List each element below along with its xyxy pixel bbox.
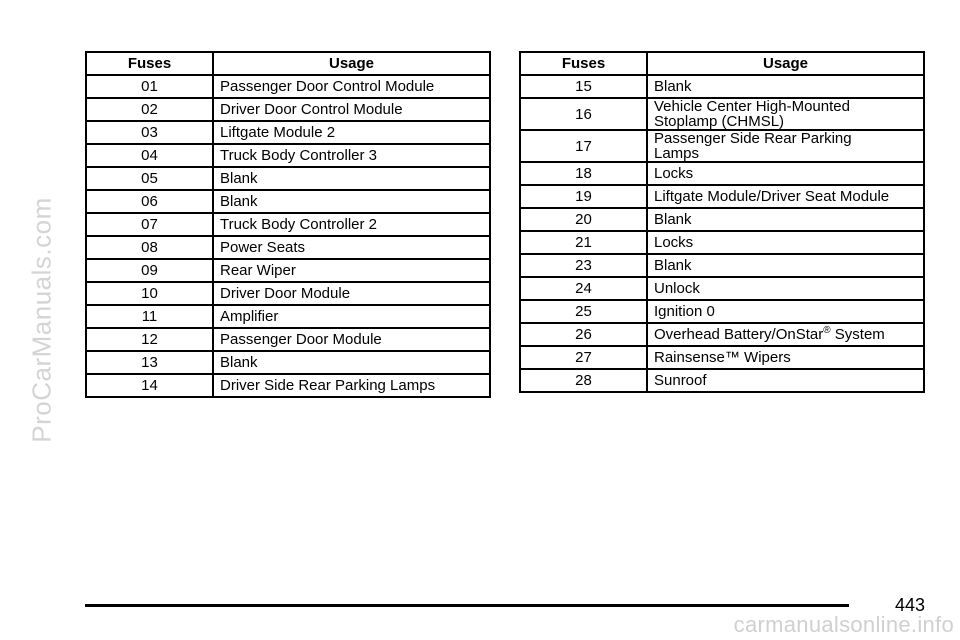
header-usage: Usage: [647, 52, 924, 75]
fuse-usage: Blank: [647, 75, 924, 98]
fuse-usage: Liftgate Module/Driver Seat Module: [647, 185, 924, 208]
table-row: [520, 346, 924, 369]
fuse-number: 04: [86, 144, 213, 167]
fuse-number: 05: [86, 167, 213, 190]
fuse-usage: Driver Door Control Module: [213, 98, 490, 121]
fuse-number: 01: [86, 75, 213, 98]
header-fuses: Fuses: [520, 52, 647, 75]
fuse-usage: Liftgate Module 2: [213, 121, 490, 144]
table-row: [86, 236, 490, 259]
table-row: [86, 190, 490, 213]
fuse-number: 09: [86, 259, 213, 282]
fuse-usage: Truck Body Controller 3: [213, 144, 490, 167]
fuse-number: 06: [86, 190, 213, 213]
fuse-usage-line: Stoplamp (CHMSL): [654, 113, 785, 130]
table-row: [520, 98, 924, 130]
fuse-usage: Truck Body Controller 2: [213, 213, 490, 236]
table-row: [86, 213, 490, 236]
fuse-number: 07: [86, 213, 213, 236]
table-row: [86, 282, 490, 305]
side-watermark: ProCarManuals.com: [26, 197, 57, 443]
table-row: [86, 121, 490, 144]
fuse-number: 21: [520, 231, 647, 254]
header-usage: Usage: [213, 52, 490, 75]
fuse-usage: Passenger Door Module: [213, 328, 490, 351]
table-row: [520, 277, 924, 300]
fuse-number: 24: [520, 277, 647, 300]
fuse-number: 02: [86, 98, 213, 121]
table-row: [520, 75, 924, 98]
fuse-usage-line: Vehicle Center High-Mounted: [654, 98, 850, 115]
table-row: [86, 75, 490, 98]
fuse-usage: Rainsense™ Wipers: [647, 346, 924, 369]
fuse-usage-line: Passenger Side Rear Parking: [654, 130, 852, 147]
fuse-usage: Locks: [647, 231, 924, 254]
table-row: [86, 167, 490, 190]
table-row: [86, 259, 490, 282]
fuse-number: 03: [86, 121, 213, 144]
fuse-number: 13: [86, 351, 213, 374]
fuse-usage: Blank: [213, 351, 490, 374]
table-row: [86, 98, 490, 121]
fuse-usage: Passenger Door Control Module: [213, 75, 490, 98]
fuse-number: 11: [86, 305, 213, 328]
fuse-table-left: [85, 51, 491, 398]
table-row: [86, 374, 490, 397]
fuse-usage: Power Seats: [213, 236, 490, 259]
fuse-number: 23: [520, 254, 647, 277]
fuse-number: 18: [520, 162, 647, 185]
fuse-usage: Blank: [647, 208, 924, 231]
fuse-number: 26: [520, 323, 647, 346]
fuse-number: 17: [520, 130, 647, 162]
table-row: [520, 208, 924, 231]
fuse-number: 20: [520, 208, 647, 231]
table-row: [520, 162, 924, 185]
fuse-number: 08: [86, 236, 213, 259]
table-row: [520, 254, 924, 277]
table-header-row: [86, 52, 490, 75]
fuse-usage: [647, 98, 924, 130]
table-row: [520, 130, 924, 162]
fuse-usage: Blank: [213, 190, 490, 213]
fuse-number: 25: [520, 300, 647, 323]
table-row: [86, 144, 490, 167]
fuse-usage-text: Overhead Battery/OnStar: [654, 326, 824, 343]
table-row: [520, 300, 924, 323]
fuse-number: 10: [86, 282, 213, 305]
fuse-usage: Ignition 0: [647, 300, 924, 323]
fuse-usage: Blank: [213, 167, 490, 190]
registered-mark: ®: [823, 325, 831, 336]
fuse-usage: Blank: [647, 254, 924, 277]
fuse-usage: [647, 130, 924, 162]
fuse-usage: Driver Door Module: [213, 282, 490, 305]
fuse-usage: Amplifier: [213, 305, 490, 328]
fuse-number: 15: [520, 75, 647, 98]
fuse-usage-line: Lamps: [654, 145, 700, 162]
page-number: 443: [894, 595, 925, 615]
footer-watermark: carmanualsonline.info: [733, 612, 954, 637]
table-row: [520, 231, 924, 254]
fuse-number: 27: [520, 346, 647, 369]
fuse-usage: Locks: [647, 162, 924, 185]
fuse-number: 28: [520, 369, 647, 392]
fuse-number: 16: [520, 98, 647, 130]
footer-rule: [85, 604, 849, 607]
fuse-usage: [647, 323, 924, 346]
fuse-usage: Driver Side Rear Parking Lamps: [213, 374, 490, 397]
header-fuses: Fuses: [86, 52, 213, 75]
table-row: [86, 351, 490, 374]
fuse-number: 14: [86, 374, 213, 397]
fuse-number: 19: [520, 185, 647, 208]
fuse-usage: Unlock: [647, 277, 924, 300]
table-row: [86, 328, 490, 351]
table-row: [520, 185, 924, 208]
fuse-table-right: [519, 51, 925, 393]
fuse-usage: Sunroof: [647, 369, 924, 392]
table-row: [520, 323, 924, 346]
table-header-row: [520, 52, 924, 75]
fuse-number: 12: [86, 328, 213, 351]
fuse-usage-text: System: [830, 326, 885, 343]
fuse-usage: Rear Wiper: [213, 259, 490, 282]
table-row: [86, 305, 490, 328]
table-row: [520, 369, 924, 392]
